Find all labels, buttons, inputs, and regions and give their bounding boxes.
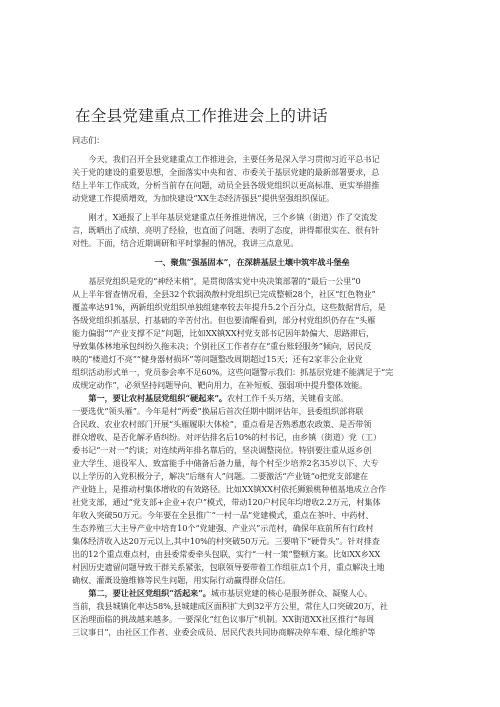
paragraph-line: 区治理面临的挑战越来越多。一要深化“红色议事厅”机制。XX街道XX社区推行“每周 xyxy=(72,614,375,624)
paragraph-line: 覆盖率达91%，两新组织党组织单独组建率较去年提升5.2个百分点，这些数据背后，是 xyxy=(72,302,386,312)
paragraph-line: 结上半年工作成效，分析当前存在问题，动员全县各级党组织以更高标准、更实举措推 xyxy=(72,180,380,190)
subsection-line xyxy=(72,392,432,405)
paragraph-line: 映的“楼道灯不亮”“健身器材损坏”等问题整改周期超过15天；还有2家非公企业党 xyxy=(72,354,363,364)
paragraph-line: 村因历史遗留问题导致干群关系紧张，包联领导要带着工作组驻点1个月，重点解决土地 xyxy=(72,562,385,572)
paragraph-line: 集体经济收入达20万元以上,其中10%的村突破50万元。三要啃下“硬骨头”。针对排查 xyxy=(72,536,380,546)
paragraph-line: 刚才，X通报了上半年基层党建重点任务推进情况，三个乡镇（街道）作了交流发 xyxy=(88,212,378,222)
subsection-line xyxy=(72,587,432,600)
subsection-lead: 第一，要让农村基层党组织“硬起来”。 xyxy=(88,393,228,403)
paragraph-line: 动党建工作提质增效，为加快建设“XX生态经济强县”提供坚强组织保证。 xyxy=(72,193,335,203)
subsection-rest: 农村工作千头万绪，关键看支部。 xyxy=(227,393,349,403)
paragraph-line: 委书记“一对一”约谈；对连续两年排名靠后的，坚决调整岗位。特别要注重从返乡创 xyxy=(72,445,372,455)
paragraph-line: 从上半年督查情况看，全县32个软弱涣散村党组织已完成整顿28个，社区“红色物业” xyxy=(72,289,376,299)
paragraph-line: 业大学生、退役军人、致富能手中储备后备力量，每个村至少培养2名35岁以下、大专 xyxy=(72,458,379,468)
document-body xyxy=(72,125,432,639)
paragraph-line: 确权、灌溉设施维修等民生问题，用实际行动赢得群众信任。 xyxy=(72,575,291,585)
paragraph-line: 导致集体林地承包纠纷久拖未决；个别社区工作者存在“重台账轻服务”倾向，居民反 xyxy=(72,341,372,351)
subsection-lead: 第二，要让社区党组织“活起来”。 xyxy=(88,588,211,598)
paragraph-line: 能力偏弱”“产业支撑不足”问题，比如XX镇XX村党支部书记因年龄偏大、思路滞后， xyxy=(72,328,375,338)
page-title: 在全县党建重点工作推进会上的讲话 xyxy=(75,107,328,125)
paragraph-line: 出的12个重点难点村，由县委常委牵头包联，实行“一村一策”整顿方案。比如XX乡XX xyxy=(72,549,381,559)
paragraph-line: 各级党组织抓基层、打基础的辛苦付出。但也要清醒看到，部分村党组织仍存在“头雁 xyxy=(72,315,376,325)
paragraph-line: 组织活动形式单一，党员参会率不足60%。这些问题警示我们：抓基层党建不能满足于“完 xyxy=(72,367,394,377)
greeting: 同志们： xyxy=(72,135,105,145)
subsection-rest: 城市基层党建的核心是服务群众、凝聚人心。 xyxy=(210,588,373,598)
paragraph-line: 关于党的建设的重要思想，全面落实中央和省、市委关于基层党建的最新部署要求，总 xyxy=(72,167,380,177)
paragraph-line: 一要选优“领头雁”。今年是村“两委”换届后首次任期中期评估年，县委组织部将联 xyxy=(72,406,364,416)
paragraph-line: 合民政、农业农村部门开展“头雁履职大体检”，重点看是否熟悉惠农政策、是否带领 xyxy=(72,419,372,429)
paragraph-line: 群众增收、是否化解矛盾纠纷。对评估排名后10%的村书记，由乡镇（街道）党（工） xyxy=(72,432,382,442)
paragraph-line: 生态养殖三大主导产业中培育10个“党建强、产业兴”示范村，确保年底前所有行政村 xyxy=(72,523,374,533)
paragraph-line: 言，既晒出了成绩、亮明了经验，也直面了问题、表明了态度，讲得都很实在、很有针 xyxy=(72,225,380,235)
paragraph-line: 以上学历的入党积极分子，解决“后继有人”问题。二要激活“产业链”o把党支部建在 xyxy=(72,471,369,481)
section-heading: 一、聚焦“强基固本”，在深耕基层土壤中筑牢战斗堡垒 xyxy=(154,257,350,267)
paragraph-line: 基层党组织是党的“神经末梢”，是贯彻落实党中央决策部署的“最后一公里”0 xyxy=(88,276,361,286)
paragraph-line: 对性。下面，结合近期调研和平时掌握的情况，我讲三点意见。 xyxy=(72,238,299,248)
paragraph-line: 今天，我们召开全县党建重点工作推进会，主要任务是深入学习贯彻习近平总书记 xyxy=(88,154,380,164)
paragraph-line: 社党支部，通过“党支部+企业+农户”模式，带动120户村民年均增收2.2万元，村集体 xyxy=(72,497,381,507)
paragraph-line: 年收入突破50万元。今年要在全县推广“一村一品”党建模式，重点在茶叶、中药材、 xyxy=(72,510,374,520)
paragraph-line: 当前，我县城镇化率达58%,县城建成区面积扩大到32平方公里，常住人口突破20万，社 xyxy=(72,601,388,611)
paragraph-line: 产业链上，是推动村集体增收的有效路径。比如XX镇XX村依托狮猴桃种植基地成立合作 xyxy=(72,484,387,494)
paragraph-line: 三议事日”，由社区工作者、业委会成员、居民代表共同协商解决停车难、绿化维护等 xyxy=(72,627,376,637)
paragraph-line: 成规定动作”，必须坚持问题导向、靶向用力，在补短板、强弱项中提升整体效能。 xyxy=(72,380,368,390)
